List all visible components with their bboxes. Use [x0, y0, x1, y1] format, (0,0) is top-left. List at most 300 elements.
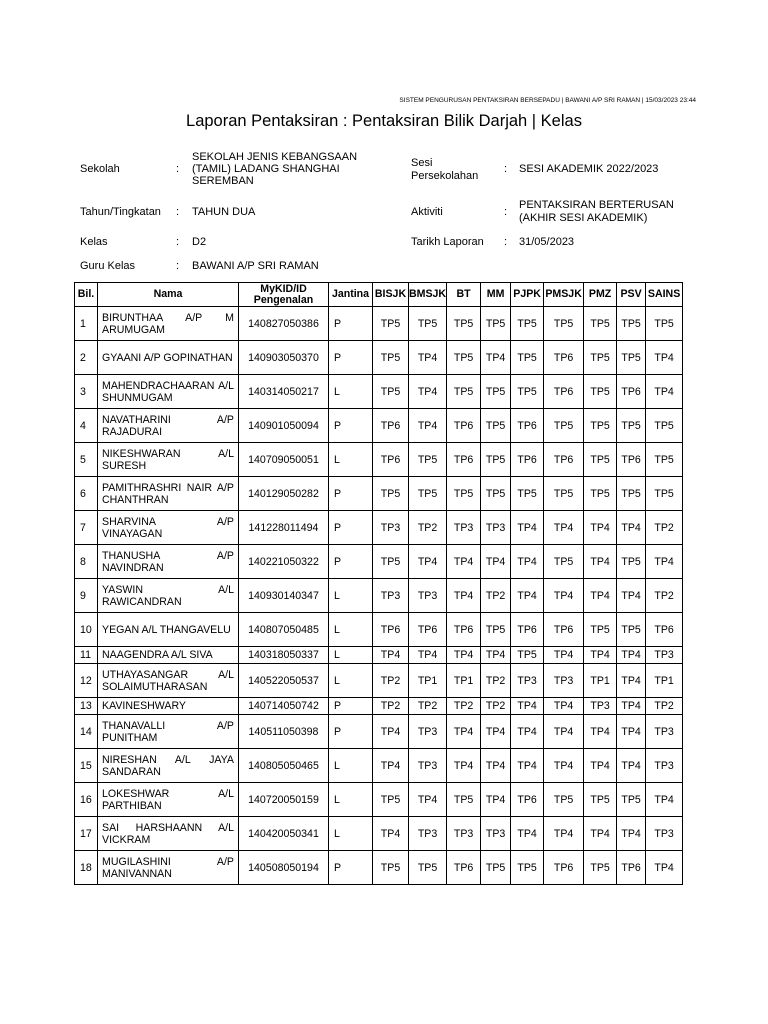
- cell-bmsjk: TP5: [409, 477, 447, 511]
- cell-sains: TP2: [646, 698, 683, 715]
- cell-pjpk: TP3: [511, 664, 544, 698]
- cell-mykid: 140720050159: [239, 783, 329, 817]
- cell-nama: [98, 545, 239, 579]
- report-title: Laporan Pentaksiran : Pentaksiran Bilik Darjah | Kelas: [186, 112, 582, 130]
- cell-nama: [98, 511, 239, 545]
- cell-jantina: P: [329, 715, 373, 749]
- cell-pmz: TP5: [584, 341, 617, 375]
- student-name: SAI HARSHAANN A/L VICKRAM: [102, 821, 234, 846]
- cell-bisjk: TP2: [373, 664, 409, 698]
- cell-sains: TP5: [646, 307, 683, 341]
- cell-jantina: P: [329, 511, 373, 545]
- cell-psv: TP4: [617, 664, 646, 698]
- cell-jantina: L: [329, 817, 373, 851]
- cell-psv: TP6: [617, 443, 646, 477]
- cell-psv: TP4: [617, 698, 646, 715]
- cell-nama: [98, 698, 239, 715]
- cell-pjpk: TP4: [511, 817, 544, 851]
- kelas-value: D2: [192, 236, 207, 248]
- cell-mm: TP4: [481, 749, 511, 783]
- cell-jantina: L: [329, 783, 373, 817]
- cell-bt: TP4: [447, 749, 481, 783]
- cell-mm: TP2: [481, 698, 511, 715]
- student-name: MUGILASHINI A/P MANIVANNAN: [102, 855, 234, 880]
- guru-label: Guru Kelas: [80, 260, 136, 272]
- sekolah-value: SEKOLAH JENIS KEBANGSAAN (TAMIL) LADANG SHANGHAI SEREMBAN: [192, 151, 358, 187]
- cell-psv: TP5: [617, 341, 646, 375]
- cell-pmsjk: TP6: [544, 375, 584, 409]
- header-nama: Nama: [98, 283, 239, 307]
- kelas-colon: :: [176, 236, 180, 248]
- student-name: YEGAN A/L THANGAVELU: [102, 623, 231, 636]
- cell-mm: TP2: [481, 664, 511, 698]
- header-pjpk: PJPK: [511, 283, 544, 307]
- cell-sains: TP4: [646, 545, 683, 579]
- cell-pmz: TP4: [584, 545, 617, 579]
- cell-bil: 10: [75, 613, 98, 647]
- cell-nama: [98, 443, 239, 477]
- cell-pjpk: TP5: [511, 477, 544, 511]
- cell-bisjk: TP6: [373, 409, 409, 443]
- table-row: [75, 409, 683, 443]
- table-row: [75, 375, 683, 409]
- tarikh-value: 31/05/2023: [519, 236, 575, 248]
- cell-psv: TP5: [617, 477, 646, 511]
- cell-nama: [98, 851, 239, 885]
- cell-bmsjk: TP4: [409, 375, 447, 409]
- aktiviti-colon: :: [504, 206, 508, 218]
- cell-pmsjk: TP5: [544, 545, 584, 579]
- table-row: [75, 443, 683, 477]
- cell-bisjk: TP5: [373, 783, 409, 817]
- table-row: [75, 851, 683, 885]
- sekolah-label: Sekolah: [80, 163, 120, 175]
- cell-bil: 2: [75, 341, 98, 375]
- cell-bt: TP5: [447, 375, 481, 409]
- cell-bmsjk: TP3: [409, 817, 447, 851]
- cell-pmz: TP5: [584, 375, 617, 409]
- cell-bil: 8: [75, 545, 98, 579]
- student-name: PAMITHRASHRI NAIR A/P CHANTHRAN: [102, 481, 234, 506]
- cell-psv: TP5: [617, 307, 646, 341]
- cell-bt: TP3: [447, 511, 481, 545]
- cell-bmsjk: TP4: [409, 545, 447, 579]
- cell-jantina: P: [329, 307, 373, 341]
- cell-pmsjk: TP4: [544, 749, 584, 783]
- cell-psv: TP5: [617, 783, 646, 817]
- cell-mykid: 140805050465: [239, 749, 329, 783]
- cell-nama: [98, 579, 239, 613]
- cell-mykid: 140709050051: [239, 443, 329, 477]
- cell-psv: TP4: [617, 579, 646, 613]
- cell-sains: TP5: [646, 409, 683, 443]
- cell-mykid: 141228011494: [239, 511, 329, 545]
- cell-bil: 12: [75, 664, 98, 698]
- cell-bmsjk: TP5: [409, 307, 447, 341]
- cell-pmz: TP4: [584, 817, 617, 851]
- cell-pjpk: TP5: [511, 647, 544, 664]
- cell-nama: [98, 647, 239, 664]
- cell-jantina: P: [329, 341, 373, 375]
- cell-pmsjk: TP5: [544, 409, 584, 443]
- cell-mykid: 140903050370: [239, 341, 329, 375]
- cell-bt: TP4: [447, 545, 481, 579]
- cell-bt: TP2: [447, 698, 481, 715]
- cell-bmsjk: TP4: [409, 783, 447, 817]
- table-row: [75, 715, 683, 749]
- assessment-table: [74, 282, 683, 885]
- table-row: [75, 545, 683, 579]
- cell-pjpk: TP5: [511, 375, 544, 409]
- cell-pmz: TP5: [584, 443, 617, 477]
- cell-jantina: L: [329, 647, 373, 664]
- cell-jantina: L: [329, 579, 373, 613]
- cell-mm: TP5: [481, 307, 511, 341]
- header-mm: MM: [481, 283, 511, 307]
- cell-mykid: 140129050282: [239, 477, 329, 511]
- system-header-line: SISTEM PENGURUSAN PENTAKSIRAN BERSEPADU | BAWANI A/P SRI RAMAN | 15/03/2023 23:44: [399, 97, 696, 104]
- cell-bt: TP4: [447, 647, 481, 664]
- cell-pmz: TP5: [584, 409, 617, 443]
- cell-bisjk: TP3: [373, 579, 409, 613]
- cell-pmsjk: TP4: [544, 511, 584, 545]
- cell-sains: TP4: [646, 341, 683, 375]
- tahun-colon: :: [176, 206, 180, 218]
- cell-bil: 14: [75, 715, 98, 749]
- cell-bil: 16: [75, 783, 98, 817]
- header-bt: BT: [447, 283, 481, 307]
- cell-bt: TP5: [447, 341, 481, 375]
- table-row: [75, 664, 683, 698]
- table-row: [75, 783, 683, 817]
- tarikh-colon: :: [504, 236, 508, 248]
- cell-bt: TP3: [447, 817, 481, 851]
- cell-mm: TP2: [481, 579, 511, 613]
- cell-mykid: 140511050398: [239, 715, 329, 749]
- cell-jantina: P: [329, 477, 373, 511]
- cell-bt: TP5: [447, 477, 481, 511]
- cell-mykid: 140827050386: [239, 307, 329, 341]
- cell-nama: [98, 749, 239, 783]
- cell-pmz: TP5: [584, 613, 617, 647]
- cell-pmsjk: TP6: [544, 613, 584, 647]
- student-name: NIRESHAN A/L JAYA SANDARAN: [102, 753, 234, 778]
- cell-bmsjk: TP3: [409, 715, 447, 749]
- sekolah-colon: :: [176, 163, 180, 175]
- cell-bisjk: TP5: [373, 851, 409, 885]
- cell-psv: TP5: [617, 545, 646, 579]
- cell-mm: TP5: [481, 613, 511, 647]
- cell-mm: TP3: [481, 817, 511, 851]
- cell-sains: TP4: [646, 375, 683, 409]
- cell-mm: TP5: [481, 443, 511, 477]
- cell-pmsjk: TP5: [544, 783, 584, 817]
- cell-mm: TP4: [481, 341, 511, 375]
- cell-bil: 1: [75, 307, 98, 341]
- cell-pmz: TP5: [584, 477, 617, 511]
- cell-pjpk: TP4: [511, 749, 544, 783]
- cell-pmsjk: TP4: [544, 817, 584, 851]
- cell-pmsjk: TP4: [544, 698, 584, 715]
- cell-bil: 6: [75, 477, 98, 511]
- cell-bt: TP6: [447, 613, 481, 647]
- cell-jantina: P: [329, 698, 373, 715]
- cell-bisjk: TP4: [373, 817, 409, 851]
- cell-pjpk: TP5: [511, 851, 544, 885]
- cell-pmz: TP4: [584, 511, 617, 545]
- cell-nama: [98, 817, 239, 851]
- cell-jantina: L: [329, 443, 373, 477]
- cell-mykid: 140318050337: [239, 647, 329, 664]
- cell-pmsjk: TP4: [544, 579, 584, 613]
- cell-pjpk: TP6: [511, 443, 544, 477]
- cell-mm: TP5: [481, 409, 511, 443]
- student-name: GYAANI A/P GOPINATHAN: [102, 351, 233, 364]
- tarikh-label: Tarikh Laporan: [411, 236, 484, 248]
- cell-pmsjk: TP6: [544, 341, 584, 375]
- cell-pjpk: TP5: [511, 307, 544, 341]
- cell-pmz: TP4: [584, 579, 617, 613]
- cell-pjpk: TP4: [511, 579, 544, 613]
- table-row: [75, 341, 683, 375]
- aktiviti-label: Aktiviti: [411, 206, 443, 218]
- cell-psv: TP4: [617, 715, 646, 749]
- sesi-label: Sesi Persekolahan: [411, 157, 479, 182]
- student-name: UTHAYASANGAR A/L SOLAIMUTHARASAN: [102, 668, 234, 693]
- cell-bisjk: TP5: [373, 341, 409, 375]
- student-name: SHARVINA A/P VINAYAGAN: [102, 515, 234, 540]
- header-bisjk: BISJK: [373, 283, 409, 307]
- header-jantina: Jantina: [329, 283, 373, 307]
- cell-mm: TP4: [481, 545, 511, 579]
- cell-mykid: 140522050537: [239, 664, 329, 698]
- cell-bisjk: TP5: [373, 375, 409, 409]
- cell-mm: TP5: [481, 375, 511, 409]
- cell-sains: TP6: [646, 613, 683, 647]
- cell-mykid: 140508050194: [239, 851, 329, 885]
- cell-psv: TP5: [617, 409, 646, 443]
- tahun-label: Tahun/Tingkatan: [80, 206, 161, 218]
- header-pmz: PMZ: [584, 283, 617, 307]
- cell-bt: TP6: [447, 851, 481, 885]
- cell-nama: [98, 664, 239, 698]
- cell-nama: [98, 375, 239, 409]
- cell-pmsjk: TP5: [544, 477, 584, 511]
- cell-bil: 11: [75, 647, 98, 664]
- cell-bil: 4: [75, 409, 98, 443]
- cell-pjpk: TP4: [511, 715, 544, 749]
- cell-pmz: TP5: [584, 307, 617, 341]
- cell-sains: TP2: [646, 579, 683, 613]
- cell-jantina: L: [329, 664, 373, 698]
- cell-sains: TP3: [646, 817, 683, 851]
- cell-bmsjk: TP3: [409, 749, 447, 783]
- student-name: THANUSHA A/P NAVINDRAN: [102, 549, 234, 574]
- cell-bt: TP4: [447, 579, 481, 613]
- cell-mm: TP5: [481, 851, 511, 885]
- cell-bisjk: TP5: [373, 307, 409, 341]
- table-row: [75, 749, 683, 783]
- cell-nama: [98, 477, 239, 511]
- cell-bt: TP1: [447, 664, 481, 698]
- cell-bmsjk: TP6: [409, 613, 447, 647]
- table-row: [75, 307, 683, 341]
- cell-pmz: TP5: [584, 783, 617, 817]
- table-row: [75, 613, 683, 647]
- cell-psv: TP5: [617, 613, 646, 647]
- cell-bisjk: TP4: [373, 749, 409, 783]
- kelas-label: Kelas: [80, 236, 108, 248]
- cell-mm: TP4: [481, 715, 511, 749]
- cell-bil: 7: [75, 511, 98, 545]
- cell-nama: [98, 307, 239, 341]
- cell-mykid: 140221050322: [239, 545, 329, 579]
- header-psv: PSV: [617, 283, 646, 307]
- cell-bt: TP5: [447, 307, 481, 341]
- cell-bil: 3: [75, 375, 98, 409]
- student-name: LOKESHWAR A/L PARTHIBAN: [102, 787, 234, 812]
- guru-colon: :: [176, 260, 180, 272]
- table-row: [75, 511, 683, 545]
- student-name: KAVINESHWARY: [102, 700, 186, 712]
- cell-pjpk: TP5: [511, 341, 544, 375]
- cell-pjpk: TP4: [511, 698, 544, 715]
- cell-sains: TP1: [646, 664, 683, 698]
- cell-bisjk: TP6: [373, 613, 409, 647]
- cell-pjpk: TP6: [511, 783, 544, 817]
- cell-pmz: TP3: [584, 698, 617, 715]
- header-bil: Bil.: [75, 283, 98, 307]
- cell-bmsjk: TP3: [409, 579, 447, 613]
- cell-bmsjk: TP4: [409, 409, 447, 443]
- cell-psv: TP4: [617, 647, 646, 664]
- cell-sains: TP3: [646, 749, 683, 783]
- cell-jantina: L: [329, 375, 373, 409]
- cell-bisjk: TP2: [373, 698, 409, 715]
- cell-pmsjk: TP4: [544, 715, 584, 749]
- cell-bisjk: TP5: [373, 477, 409, 511]
- cell-mykid: 140714050742: [239, 698, 329, 715]
- cell-bisjk: TP4: [373, 647, 409, 664]
- cell-mm: TP4: [481, 783, 511, 817]
- cell-bisjk: TP3: [373, 511, 409, 545]
- cell-bil: 17: [75, 817, 98, 851]
- cell-bt: TP4: [447, 715, 481, 749]
- cell-sains: TP3: [646, 715, 683, 749]
- cell-pjpk: TP4: [511, 545, 544, 579]
- cell-bmsjk: TP4: [409, 647, 447, 664]
- cell-sains: TP5: [646, 443, 683, 477]
- cell-jantina: P: [329, 851, 373, 885]
- cell-bmsjk: TP2: [409, 511, 447, 545]
- cell-nama: [98, 409, 239, 443]
- tahun-value: TAHUN DUA: [192, 206, 256, 218]
- cell-pmz: TP1: [584, 664, 617, 698]
- report-info: [0, 0, 768, 280]
- cell-bmsjk: TP4: [409, 341, 447, 375]
- table-row: [75, 817, 683, 851]
- cell-mm: TP4: [481, 647, 511, 664]
- cell-jantina: P: [329, 545, 373, 579]
- sesi-colon: :: [504, 163, 508, 175]
- cell-bil: 13: [75, 698, 98, 715]
- cell-sains: TP2: [646, 511, 683, 545]
- cell-pmz: TP4: [584, 749, 617, 783]
- cell-mykid: 140420050341: [239, 817, 329, 851]
- cell-bil: 5: [75, 443, 98, 477]
- cell-pmz: TP5: [584, 851, 617, 885]
- cell-sains: TP4: [646, 783, 683, 817]
- cell-bmsjk: TP5: [409, 851, 447, 885]
- header-sains: SAINS: [646, 283, 683, 307]
- cell-nama: [98, 783, 239, 817]
- table-row: [75, 647, 683, 664]
- cell-bil: 9: [75, 579, 98, 613]
- aktiviti-value: PENTAKSIRAN BERTERUSAN (AKHIR SESI AKADEMIK): [519, 199, 674, 224]
- cell-psv: TP4: [617, 511, 646, 545]
- cell-bmsjk: TP5: [409, 443, 447, 477]
- cell-bil: 15: [75, 749, 98, 783]
- cell-pmsjk: TP5: [544, 307, 584, 341]
- cell-mykid: 140314050217: [239, 375, 329, 409]
- cell-jantina: P: [329, 409, 373, 443]
- student-name: BIRUNTHAA A/P M ARUMUGAM: [102, 311, 234, 336]
- cell-nama: [98, 715, 239, 749]
- cell-psv: TP6: [617, 375, 646, 409]
- table-row: [75, 579, 683, 613]
- student-name: YASWIN A/L RAWICANDRAN: [102, 583, 234, 608]
- cell-psv: TP4: [617, 749, 646, 783]
- header-mykid: MyKID/ID Pengenalan: [239, 283, 329, 307]
- cell-jantina: L: [329, 613, 373, 647]
- header-bmsjk: BMSJK: [409, 283, 447, 307]
- cell-mm: TP3: [481, 511, 511, 545]
- table-row: [75, 477, 683, 511]
- cell-bt: TP6: [447, 409, 481, 443]
- cell-sains: TP3: [646, 647, 683, 664]
- cell-mykid: 140930140347: [239, 579, 329, 613]
- cell-bt: TP5: [447, 783, 481, 817]
- cell-psv: TP4: [617, 817, 646, 851]
- table-row: [75, 698, 683, 715]
- cell-pmsjk: TP6: [544, 443, 584, 477]
- cell-nama: [98, 613, 239, 647]
- student-name: NIKESHWARAN A/L SURESH: [102, 447, 234, 472]
- cell-bisjk: TP5: [373, 545, 409, 579]
- sesi-value: SESI AKADEMIK 2022/2023: [519, 163, 659, 175]
- cell-psv: TP6: [617, 851, 646, 885]
- cell-jantina: L: [329, 749, 373, 783]
- cell-pmsjk: TP4: [544, 647, 584, 664]
- cell-sains: TP5: [646, 477, 683, 511]
- cell-pmsjk: TP6: [544, 851, 584, 885]
- cell-bisjk: TP4: [373, 715, 409, 749]
- cell-bisjk: TP6: [373, 443, 409, 477]
- cell-bmsjk: TP1: [409, 664, 447, 698]
- student-name: NAVATHARINI A/P RAJADURAI: [102, 413, 234, 438]
- cell-pjpk: TP4: [511, 511, 544, 545]
- cell-sains: TP4: [646, 851, 683, 885]
- cell-pmsjk: TP3: [544, 664, 584, 698]
- cell-pmz: TP4: [584, 647, 617, 664]
- cell-mykid: 140807050485: [239, 613, 329, 647]
- cell-pjpk: TP6: [511, 613, 544, 647]
- header-pmsjk: PMSJK: [544, 283, 584, 307]
- student-name: THANAVALLI A/P PUNITHAM: [102, 719, 234, 744]
- table-body: [75, 307, 683, 885]
- cell-nama: [98, 341, 239, 375]
- cell-bt: TP6: [447, 443, 481, 477]
